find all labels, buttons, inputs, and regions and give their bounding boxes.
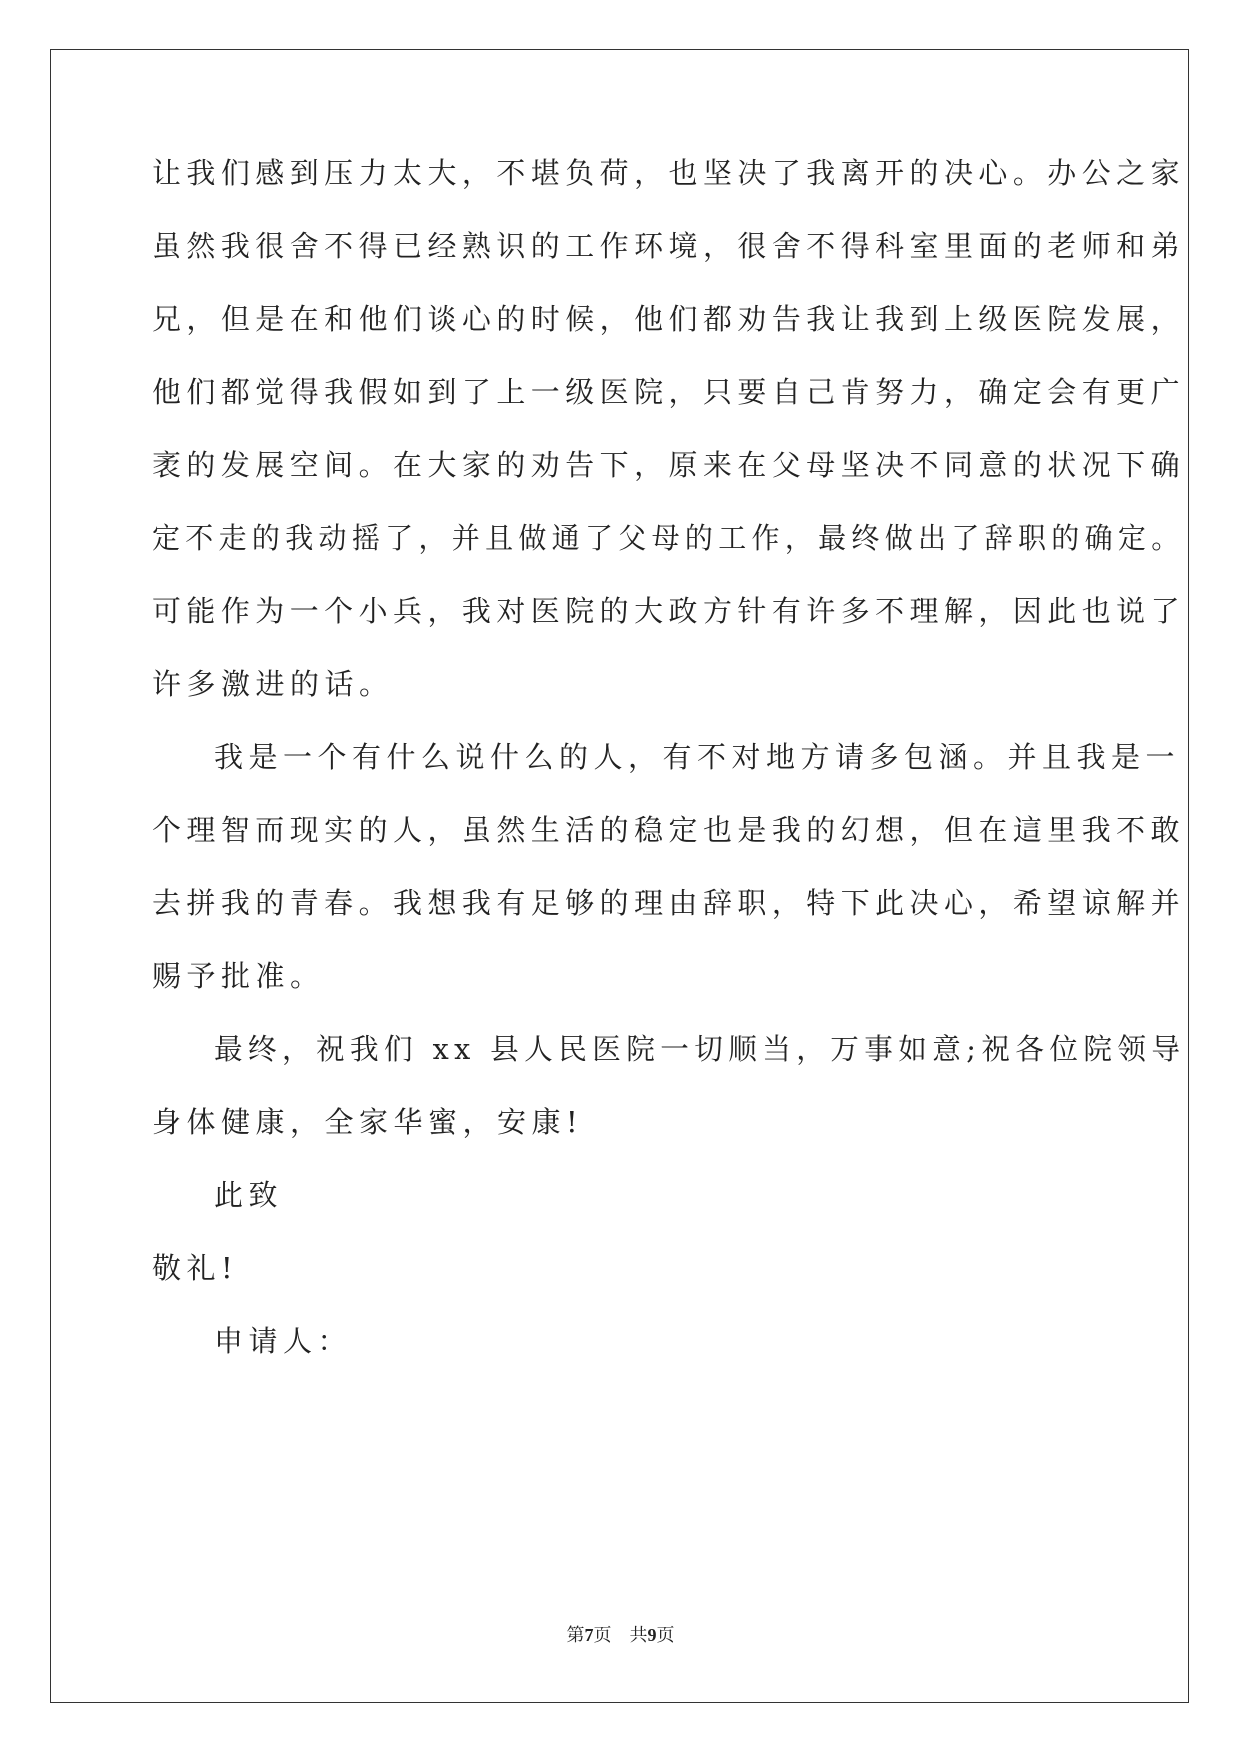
footer-middle: 页 共	[593, 1625, 648, 1646]
closing-salutation: 此致	[214, 1178, 284, 1212]
footer-prefix: 第	[566, 1625, 585, 1646]
body-line-7: 可能作为一个小兵，我对医院的大政方针有许多不理解，因此也说了	[152, 594, 1186, 628]
current-page-number: 7	[584, 1625, 594, 1645]
body-line-2: 虽然我很舍不得已经熟识的工作环境，很舍不得科室里面的老师和弟	[152, 229, 1186, 263]
footer-suffix: 页	[656, 1625, 675, 1646]
page-number-footer	[0, 1623, 1241, 1648]
body-line-6: 定不走的我动摇了，并且做通了父母的工作，最终做出了辞职的确定。	[152, 521, 1185, 555]
body-line-8: 许多激进的话。	[152, 667, 394, 701]
body-line-11: 去拼我的青春。我想我有足够的理由辞职，特下此决心，希望谅解并	[152, 886, 1186, 920]
body-line-3: 兄，但是在和他们谈心的时候，他们都劝告我让我到上级医院发展，	[152, 302, 1186, 336]
total-pages-number: 9	[647, 1625, 657, 1645]
body-line-9: 我是一个有什么说什么的人，有不对地方请多包涵。并且我是一	[214, 740, 1181, 774]
body-line-5: 袤的发展空间。在大家的劝告下，原来在父母坚决不同意的状况下确	[152, 448, 1186, 482]
applicant-label: 申请人：	[214, 1324, 353, 1358]
body-line-10: 个理智而现实的人，虽然生活的稳定也是我的幻想，但在這里我不敢	[152, 813, 1186, 847]
body-line-4: 他们都觉得我假如到了上一级医院，只要自己肯努力，确定会有更广	[152, 375, 1186, 409]
closing-regards: 敬礼!	[152, 1251, 239, 1285]
body-line-14: 身体健康，全家华蜜，安康!	[152, 1105, 584, 1139]
body-line-12: 赐予批准。	[152, 959, 325, 993]
page-frame	[50, 49, 1189, 1703]
body-line-1: 让我们感到压力太大，不堪负荷，也坚决了我离开的决心。办公之家	[152, 156, 1186, 190]
body-line-13: 最终，祝我们 xx 县人民医院一切顺当，万事如意;祝各位院领导	[214, 1032, 1186, 1066]
